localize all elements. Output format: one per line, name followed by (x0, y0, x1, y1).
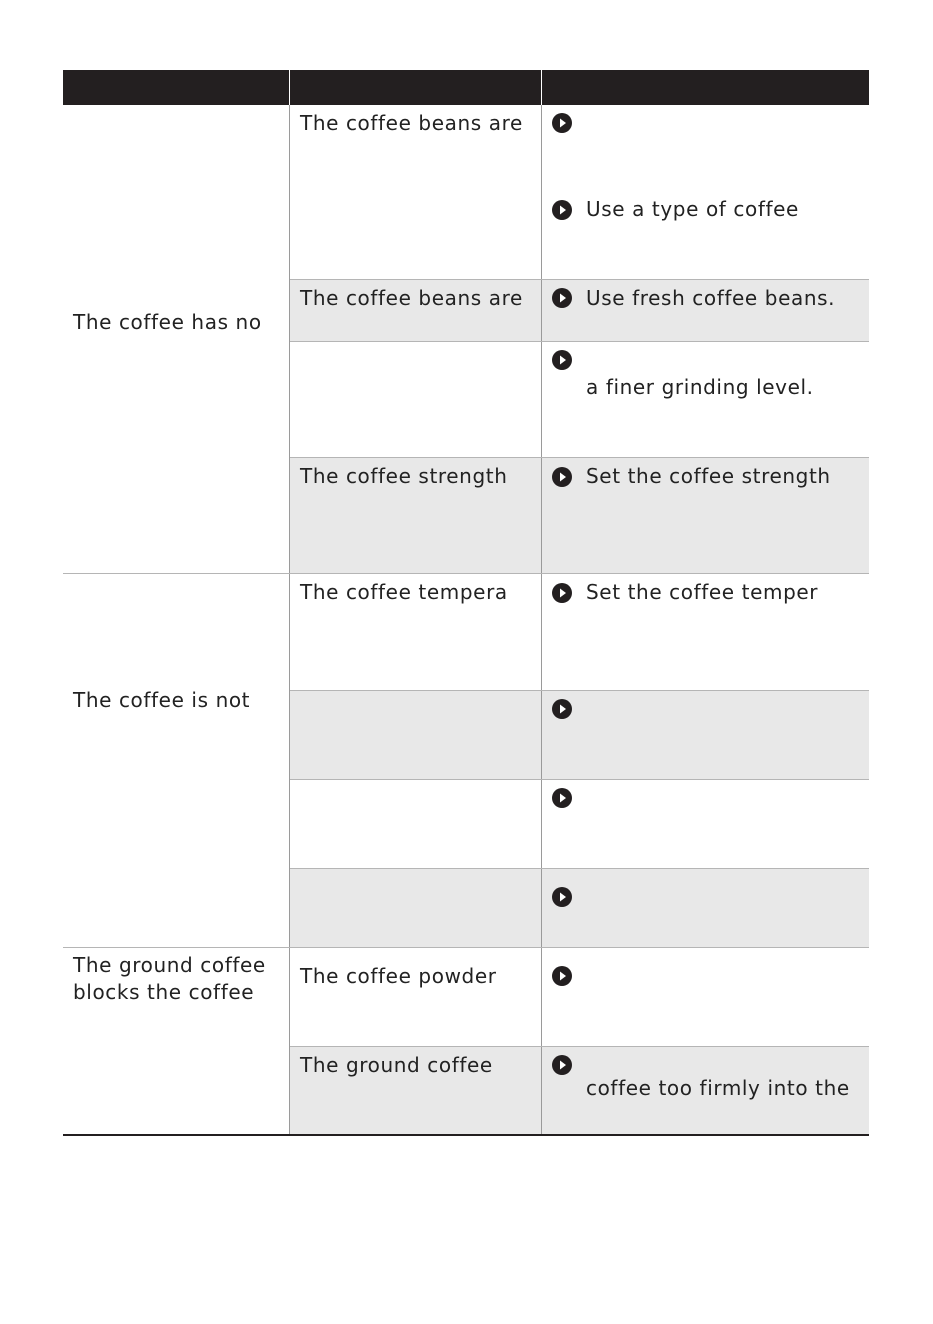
reason-cell: The coffee tempera (300, 580, 508, 604)
play-circle-icon (552, 699, 572, 719)
play-circle-icon (552, 966, 572, 986)
play-circle-icon (552, 788, 572, 808)
cause-cell: The coffee has no (73, 310, 262, 334)
reason-cell: The ground coffee (300, 1053, 493, 1077)
play-circle-icon (552, 467, 572, 487)
reason-cell: The coffee beans are (300, 286, 523, 310)
column-divider (541, 105, 542, 1135)
solution-text: Use a type of coffee (586, 197, 799, 221)
row-shade (290, 691, 869, 779)
group-divider (63, 947, 869, 948)
row-shade (290, 869, 869, 947)
play-circle-icon (552, 200, 572, 220)
row-divider (290, 1046, 869, 1047)
reason-cell: The coffee powder (300, 964, 497, 988)
row-divider (290, 779, 869, 780)
play-circle-icon (552, 887, 572, 907)
reason-cell: The coffee strength (300, 464, 508, 488)
solution-text: Set the coffee strength (586, 464, 831, 488)
row-divider (290, 279, 869, 280)
row-divider (290, 457, 869, 458)
solution-text: coffee too firmly into the (586, 1076, 850, 1100)
table-bottom-rule (63, 1134, 869, 1136)
column-divider (289, 105, 290, 1135)
row-divider (290, 690, 869, 691)
group-divider (63, 573, 869, 574)
header-separator (289, 70, 290, 105)
reason-cell: The coffee beans are (300, 111, 523, 135)
header-separator (541, 70, 542, 105)
table-header (63, 70, 869, 105)
play-circle-icon (552, 350, 572, 370)
play-circle-icon (552, 583, 572, 603)
row-divider (290, 868, 869, 869)
solution-text: Use fresh coffee beans. (586, 286, 836, 310)
solution-text: Set the coffee temper (586, 580, 819, 604)
play-circle-icon (552, 113, 572, 133)
play-circle-icon (552, 288, 572, 308)
play-circle-icon (552, 1055, 572, 1075)
cause-cell-line: The ground coffee (73, 953, 266, 977)
solution-text: a finer grinding level. (586, 375, 814, 399)
row-divider (290, 341, 869, 342)
cause-cell: The coffee is not (73, 688, 251, 712)
cause-cell-line: blocks the coffee (73, 980, 255, 1004)
